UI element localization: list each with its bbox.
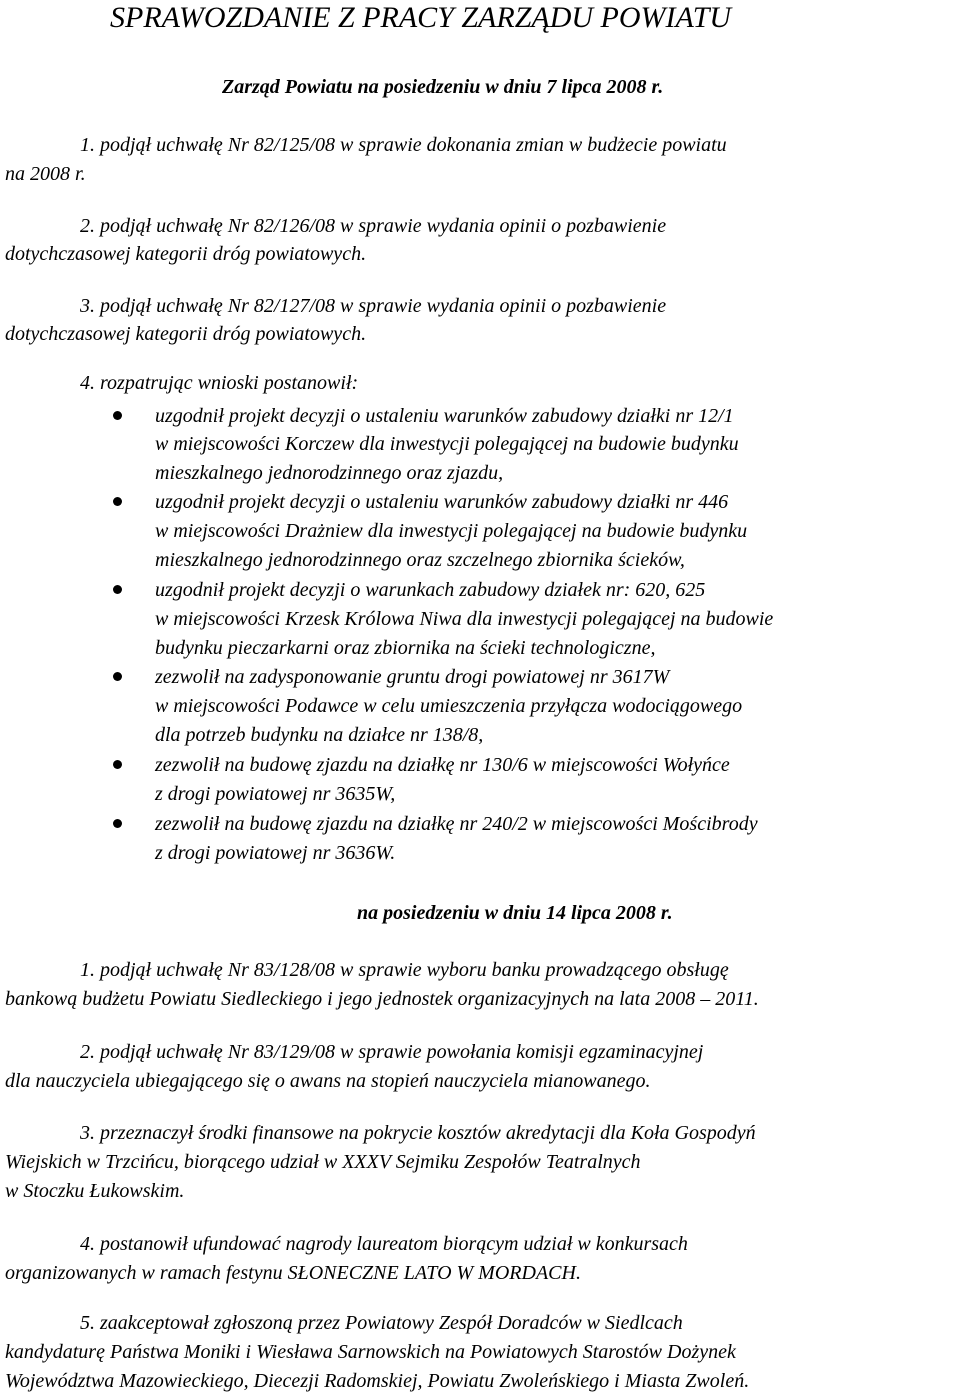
- meeting1-item4-intro: 4. rozpatrując wnioski postanowił:: [80, 372, 359, 394]
- meeting2-heading: na posiedzeniu w dniu 14 lipca 2008 r.: [357, 902, 673, 924]
- meeting2-item2-line2: dla nauczyciela ubiegającego się o awans na stopień nauczyciela mianowanego.: [5, 1070, 651, 1092]
- meeting1-item2-line1: 2. podjął uchwałę Nr 82/126/08 w sprawie wydania opinii o pozbawienie: [80, 215, 667, 237]
- bullet5-line1: zezwolił na budowę zjazdu na działkę nr 130/6 w miejscowości Wołyńce: [155, 754, 730, 776]
- bullet2-line3: mieszkalnego jednorodzinnego oraz szczelnego zbiornika ścieków,: [155, 549, 685, 571]
- bullet1-line2: w miejscowości Korczew dla inwestycji polegającej na budowie budynku: [155, 433, 739, 455]
- bullet-icon: [113, 760, 122, 769]
- bullet-icon: [113, 497, 122, 506]
- bullet4-line2: w miejscowości Podawce w celu umieszczenia przyłącza wodociągowego: [155, 695, 743, 717]
- meeting1-item2-line2: dotychczasowej kategorii dróg powiatowych.: [5, 243, 367, 265]
- bullet3-line1: uzgodnił projekt decyzji o warunkach zabudowy działek nr: 620, 625: [155, 579, 706, 601]
- meeting2-item3-line1: 3. przeznaczył środki finansowe na pokrycie kosztów akredytacji dla Koła Gospodyń: [80, 1122, 756, 1144]
- bullet4-line3: dla potrzeb budynku na działce nr 138/8,: [155, 724, 484, 746]
- bullet4-line1: zezwolił na zadysponowanie gruntu drogi powiatowej nr 3617W: [155, 666, 670, 688]
- meeting2-item4-line2: organizowanych w ramach festynu SŁONECZNE LATO W MORDACH.: [5, 1262, 581, 1284]
- bullet-icon: [113, 411, 122, 420]
- bullet3-line3: budynku pieczarkarni oraz zbiornika na ścieki technologiczne,: [155, 637, 656, 659]
- meeting1-item1-line2: na 2008 r.: [5, 163, 86, 185]
- document-title: SPRAWOZDANIE Z PRACY ZARZĄDU POWIATU: [110, 1, 732, 34]
- bullet-icon: [113, 585, 122, 594]
- bullet5-line2: z drogi powiatowej nr 3635W,: [155, 783, 396, 805]
- bullet1-line1: uzgodnił projekt decyzji o ustaleniu warunków zabudowy działki nr 12/1: [155, 405, 734, 427]
- meeting1-item1-line1: 1. podjął uchwałę Nr 82/125/08 w sprawie dokonania zmian w budżecie powiatu: [80, 134, 727, 156]
- bullet3-line2: w miejscowości Krzesk Królowa Niwa dla inwestycji polegającej na budowie: [155, 608, 774, 630]
- meeting1-heading: Zarząd Powiatu na posiedzeniu w dniu 7 lipca 2008 r.: [222, 76, 664, 98]
- bullet-icon: [113, 819, 122, 828]
- bullet2-line1: uzgodnił projekt decyzji o ustaleniu warunków zabudowy działki nr 446: [155, 491, 729, 513]
- meeting2-item2-line1: 2. podjął uchwałę Nr 83/129/08 w sprawie powołania komisji egzaminacyjnej: [80, 1041, 704, 1063]
- meeting1-item3-line2: dotychczasowej kategorii dróg powiatowych.: [5, 323, 367, 345]
- meeting2-item5-line1: 5. zaakceptował zgłoszoną przez Powiatowy Zespół Doradców w Siedlcach: [80, 1312, 683, 1334]
- meeting2-item5-line3: Województwa Mazowieckiego, Diecezji Radomskiej, Powiatu Zwoleńskiego i Miasta Zwoleń.: [5, 1370, 750, 1392]
- meeting2-item1-line2: bankową budżetu Powiatu Siedleckiego i jego jednostek organizacyjnych na lata 2008 – 2011.: [5, 988, 759, 1010]
- bullet6-line1: zezwolił na budowę zjazdu na działkę nr 240/2 w miejscowości Mościbrody: [155, 813, 758, 835]
- meeting2-item4-line1: 4. postanowił ufundować nagrody laureatom biorącym udział w konkursach: [80, 1233, 688, 1255]
- bullet6-line2: z drogi powiatowej nr 3636W.: [155, 842, 396, 864]
- meeting2-item3-line2: Wiejskich w Trzcińcu, biorącego udział w XXXV Sejmiku Zespołów Teatralnych: [5, 1151, 641, 1173]
- meeting1-item3-line1: 3. podjął uchwałę Nr 82/127/08 w sprawie wydania opinii o pozbawienie: [80, 295, 667, 317]
- bullet1-line3: mieszkalnego jednorodzinnego oraz zjazdu,: [155, 462, 504, 484]
- meeting2-item3-line3: w Stoczku Łukowskim.: [5, 1180, 185, 1202]
- meeting2-item1-line1: 1. podjął uchwałę Nr 83/128/08 w sprawie wyboru banku prowadzącego obsługę: [80, 959, 729, 981]
- meeting2-item5-line2: kandydaturę Państwa Moniki i Wiesława Sarnowskich na Powiatowych Starostów Dożynek: [5, 1341, 736, 1363]
- bullet2-line2: w miejscowości Drażniew dla inwestycji polegającej na budowie budynku: [155, 520, 748, 542]
- bullet-icon: [113, 672, 122, 681]
